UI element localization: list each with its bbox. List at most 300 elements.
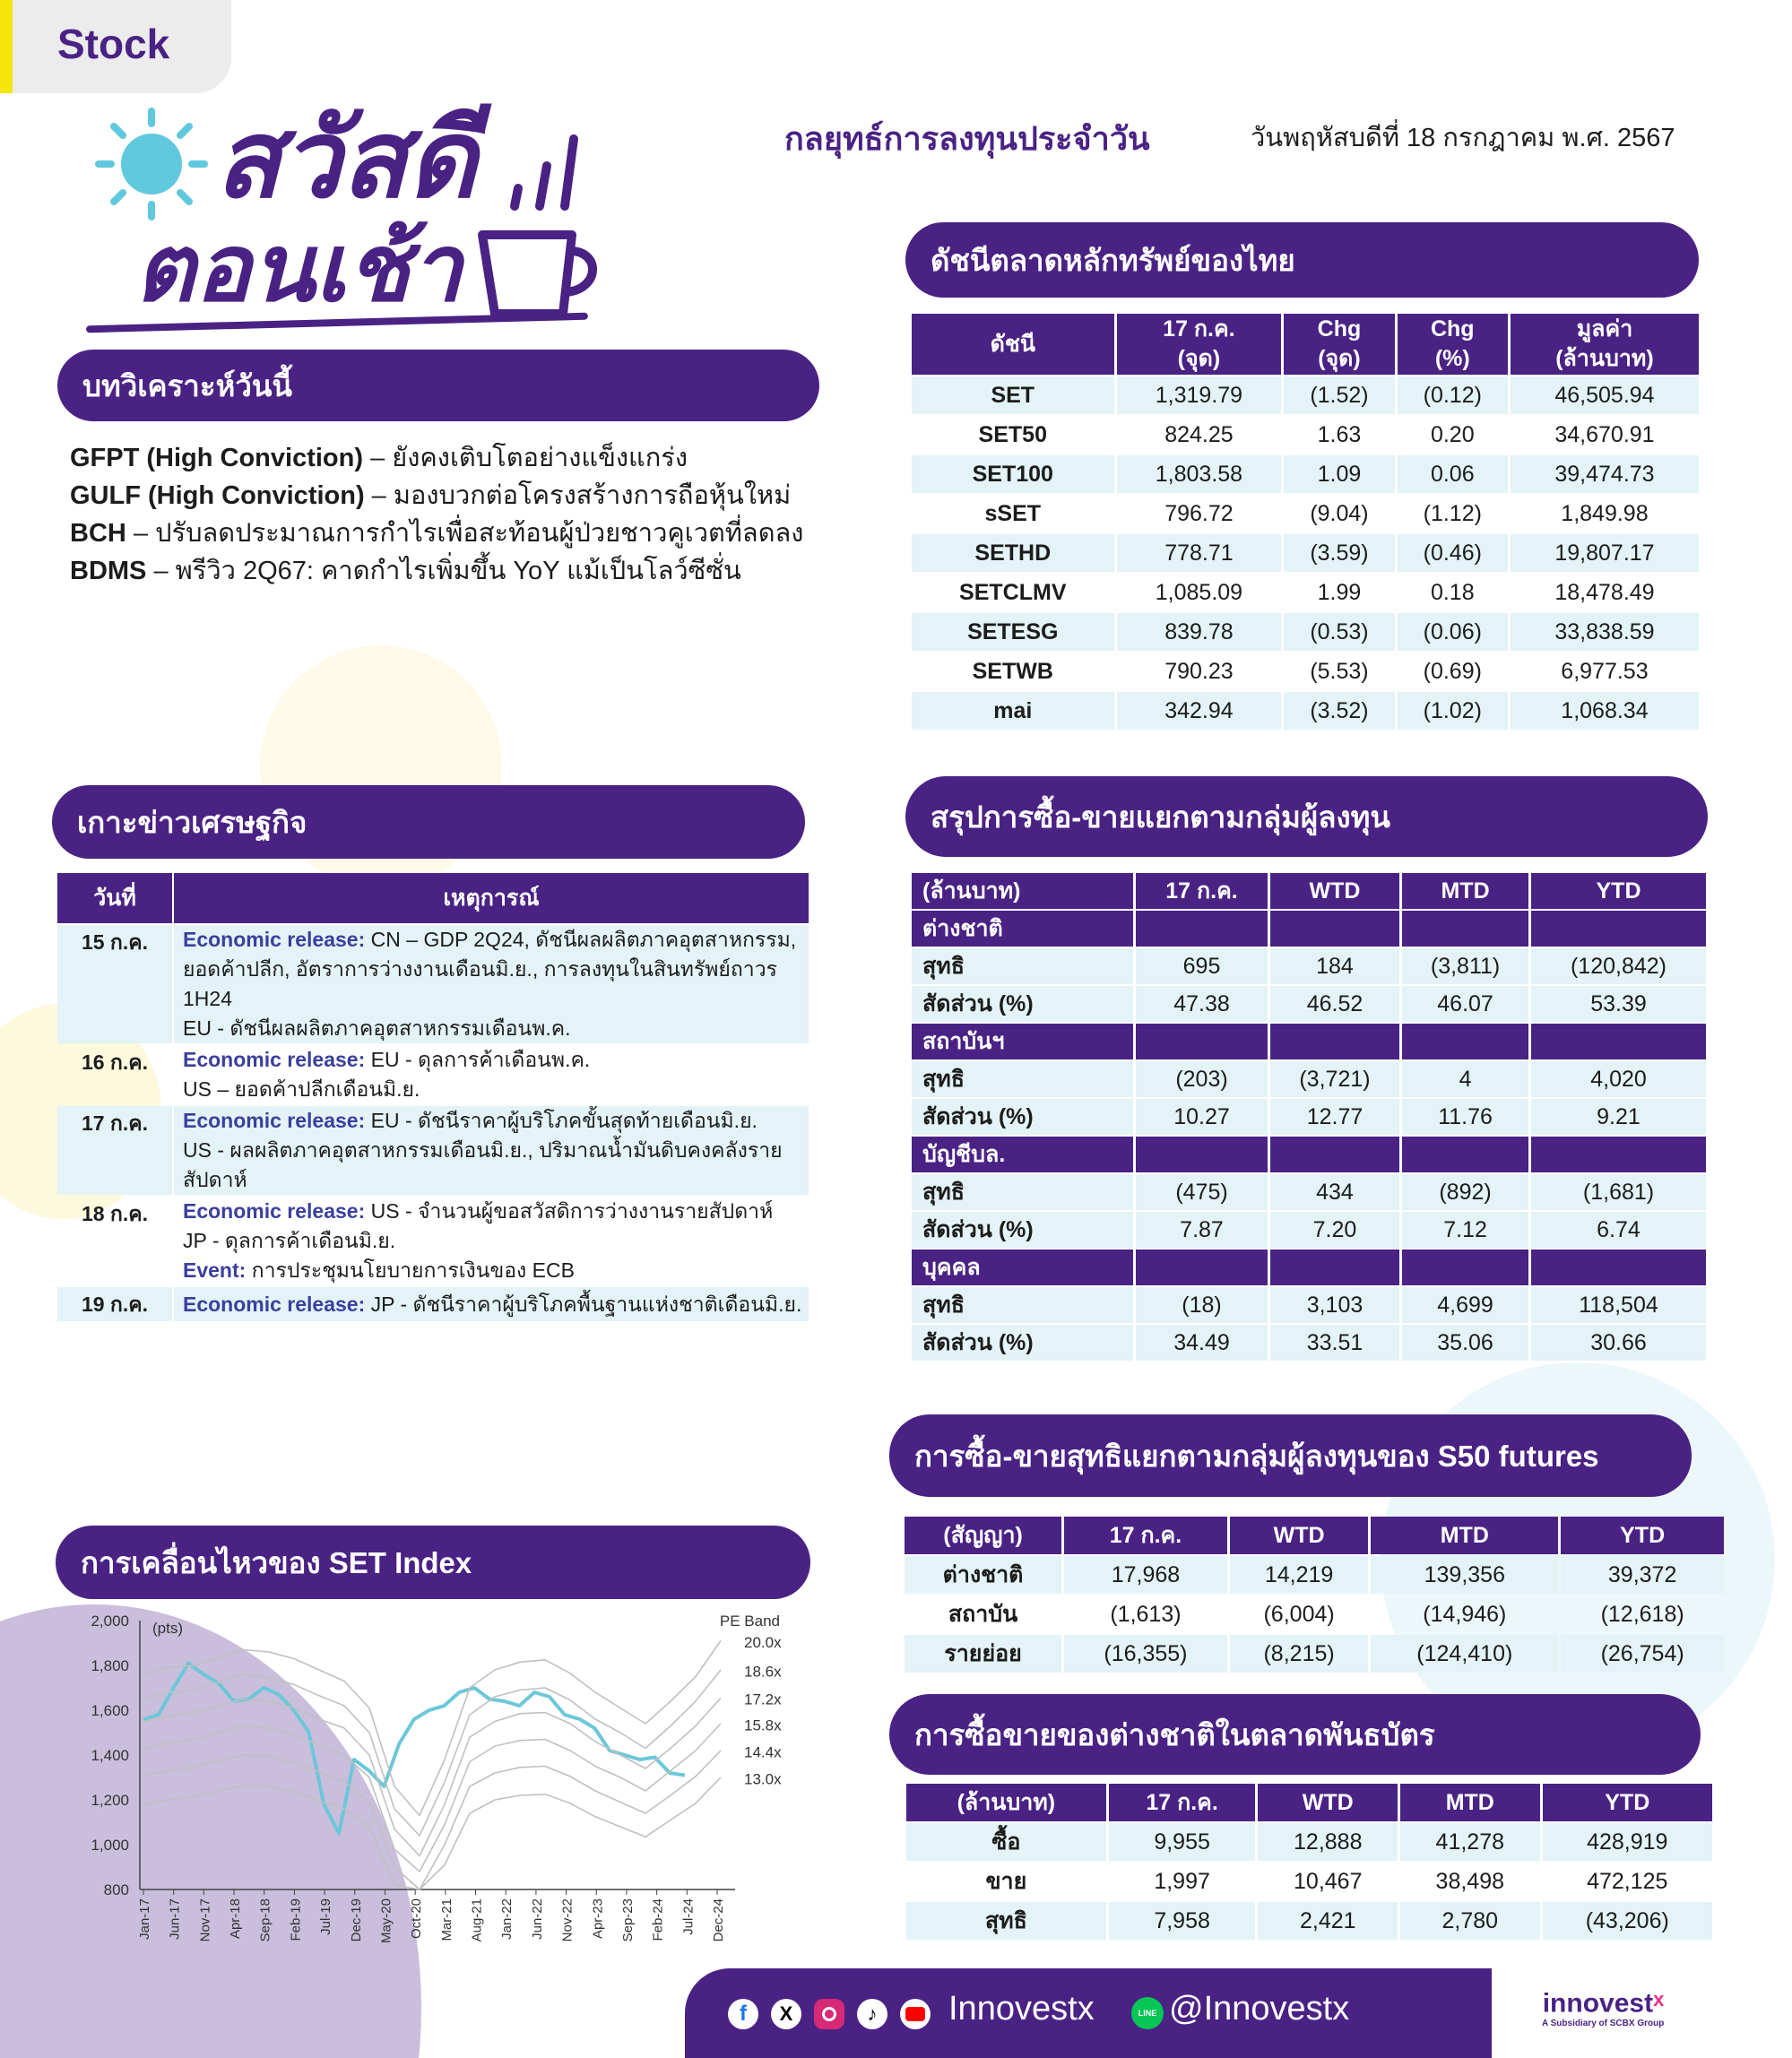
event-line	[183, 1045, 809, 1075]
row-label: ซื้อ	[906, 1823, 1106, 1861]
table-cell: 7.87	[1136, 1212, 1268, 1248]
table-cell: 3,103	[1270, 1287, 1399, 1323]
table-cell: (1,613)	[1110, 1601, 1182, 1627]
report-date: วันพฤหัสบดีที่ 18 กรกฎาคม พ.ศ. 2567	[1251, 124, 1675, 152]
y-tick-label: 1,400	[91, 1747, 129, 1764]
table-row	[912, 1325, 1706, 1361]
event-date: 16 ก.ค.	[81, 1051, 149, 1074]
table-cell: 10.27	[1136, 1099, 1268, 1135]
table-row	[57, 1197, 809, 1285]
col-header: YTD	[1531, 873, 1706, 909]
group-row	[912, 1024, 1706, 1059]
table-cell: 30.66	[1531, 1325, 1706, 1361]
group-spacer	[1136, 1024, 1268, 1059]
set-index-chart	[54, 1603, 807, 1961]
x-tick-label: Jan-22	[499, 1898, 515, 1940]
pe-band-line	[143, 1724, 721, 1872]
index-name: SET	[912, 376, 1114, 414]
index-name: SET50	[978, 421, 1047, 447]
table-cell: 428,919	[1543, 1823, 1712, 1861]
sun-icon	[93, 106, 210, 222]
table-cell: 9.21	[1531, 1099, 1706, 1135]
table-row	[912, 1287, 1706, 1323]
table-cell: 7.12	[1402, 1212, 1528, 1248]
table-cell: (12,618)	[1600, 1601, 1684, 1627]
bond-section-title: การซื้อขายของต่างชาติในตลาดพันธบัตร	[889, 1694, 1701, 1775]
y-tick-label: 800	[103, 1881, 129, 1898]
x-tick-label: Dec-19	[348, 1898, 364, 1942]
table-row	[912, 1212, 1706, 1248]
group-spacer	[1402, 911, 1528, 947]
event-date: 18 ก.ค.	[81, 1202, 149, 1225]
table-cell: 778.71	[1117, 534, 1282, 572]
group-spacer	[1270, 1137, 1399, 1172]
event-text	[174, 1287, 809, 1321]
table-cell: 1.09	[1284, 455, 1394, 493]
youtube-icon[interactable]	[900, 1999, 931, 2029]
stock-tag-label: Stock	[57, 21, 170, 67]
greeting-line1: สวัสดี	[215, 99, 477, 220]
table-cell: (0.46)	[1398, 534, 1508, 572]
col-header: WTD	[1258, 1784, 1398, 1821]
x-tick-label: Aug-21	[469, 1898, 485, 1942]
col-header: WTD	[1230, 1517, 1369, 1554]
table-cell: 9,955	[1109, 1823, 1256, 1861]
table-cell: 46,505.94	[1511, 376, 1699, 414]
y-tick-label: 1,800	[91, 1657, 129, 1674]
x-twitter-icon[interactable]: X	[771, 1999, 801, 2029]
chart-section-title: การเคลื่อนไหวของ SET Index	[56, 1526, 810, 1599]
table-cell: (0.12)	[1398, 376, 1508, 414]
event-label: Economic release:	[183, 1048, 366, 1071]
col-header: (ล้านบาท)	[912, 873, 1133, 909]
col-header: เหตุการณ์	[174, 873, 809, 923]
brand-wordmark: innovest	[1542, 1988, 1654, 2019]
group-name: สถาบันฯ	[912, 1024, 1133, 1059]
col-header: (สัญญา)	[905, 1517, 1061, 1554]
line-icon[interactable]: LINE	[1131, 1997, 1164, 2029]
pe-band-label: 15.8x	[744, 1716, 782, 1734]
row-label: ต่างชาติ	[905, 1556, 1061, 1594]
col-header: (ล้านบาท)	[906, 1784, 1106, 1821]
table-cell: 0.18	[1430, 579, 1475, 605]
stock-tag	[0, 0, 231, 93]
event-line	[183, 1290, 809, 1319]
event-line	[183, 1226, 809, 1256]
table-cell: 0.06	[1398, 455, 1508, 493]
x-tick-label: Apr-18	[228, 1898, 244, 1940]
table-cell: (0.53)	[1284, 613, 1394, 651]
group-name: บัญชีบล.	[912, 1137, 1133, 1172]
x-tick-label: Oct-20	[409, 1898, 425, 1940]
group-spacer	[1136, 911, 1268, 947]
group-spacer	[1402, 1250, 1528, 1285]
table-cell: 38,498	[1435, 1868, 1505, 1894]
footer-handle-social[interactable]: Innovestx	[948, 1990, 1095, 2028]
event-text	[174, 925, 809, 1043]
table-cell: (1.12)	[1423, 500, 1482, 526]
table-row	[57, 1287, 809, 1321]
table-cell: (1,681)	[1531, 1174, 1706, 1210]
table-row	[905, 1595, 1724, 1633]
index-name: SETESG	[912, 613, 1114, 651]
col-header: 17 ก.ค.	[1136, 873, 1268, 909]
x-tick-label: Nov-17	[197, 1898, 213, 1942]
index-name: mai	[912, 692, 1114, 730]
set-index-table	[909, 312, 1701, 731]
group-name: ต่างชาติ	[912, 911, 1133, 947]
table-cell: (892)	[1402, 1174, 1528, 1210]
table-cell: 14,219	[1230, 1556, 1369, 1594]
table-cell: 33,838.59	[1511, 613, 1699, 651]
table-cell: 41,278	[1400, 1823, 1540, 1861]
footer-handle-line[interactable]: @Innovestx	[1169, 1990, 1350, 2028]
table-cell: 695	[1136, 948, 1268, 984]
event-desc: ยอดค้าปลีก, อัตราการว่างงานเดือนมิ.ย., การลงทุนในสินทรัพย์ถาวร	[183, 957, 777, 981]
table-cell: 824.25	[1164, 421, 1234, 447]
table-cell: 1.99	[1317, 579, 1362, 605]
set-index-line	[143, 1664, 685, 1834]
table-cell: 4	[1402, 1061, 1528, 1097]
event-desc: US - ผลผลิตภาคอุตสาหกรรมเดือนมิ.ย., ปริมาณน้ำมันดิบคงคลังราย	[183, 1138, 783, 1162]
table-cell: (5.53)	[1310, 658, 1369, 684]
table-cell: 118,504	[1531, 1287, 1706, 1323]
table-cell: (9.04)	[1310, 500, 1369, 526]
table-cell: (14,946)	[1423, 1601, 1507, 1627]
col-header: Chg (จุด)	[1284, 314, 1394, 375]
group-spacer	[1136, 1250, 1268, 1285]
table-cell: 434	[1270, 1174, 1399, 1210]
row-label: สุทธิ	[912, 948, 1133, 984]
strategy-title: กลยุทธ์การลงทุนประจำวัน	[784, 120, 1150, 157]
y-tick-label: 1,000	[91, 1837, 129, 1854]
x-tick-label: Jul-24	[680, 1898, 697, 1935]
table-cell: (3,811)	[1402, 948, 1528, 984]
table-row	[906, 1823, 1712, 1861]
group-spacer	[1270, 1250, 1399, 1285]
table-cell: 46.52	[1270, 986, 1399, 1022]
index-name: SETWB	[972, 658, 1053, 684]
table-cell: 139,356	[1371, 1556, 1558, 1594]
table-row	[912, 653, 1699, 690]
table-cell: (6,004)	[1263, 1601, 1335, 1627]
event-desc: US - จำนวนผู้ขอสวัสดิการว่างงานรายสัปดาห์	[365, 1199, 774, 1223]
x-tick-label: Apr-23	[590, 1898, 606, 1940]
event-line	[183, 925, 809, 955]
y-tick-label: 1,600	[91, 1702, 129, 1719]
event-desc: EU - ดุลการค้าเดือนพ.ค.	[365, 1048, 591, 1071]
event-line	[183, 1256, 809, 1285]
analysis-item: GFPT (High Conviction) – ยังคงเติบโตอย่างแข็งแกร่ง	[70, 444, 688, 472]
pe-band-line	[143, 1641, 721, 1816]
facebook-icon[interactable]: f	[728, 1999, 758, 2029]
table-row	[912, 1099, 1706, 1135]
event-desc: US – ยอดค้าปลีกเดือนมิ.ย.	[183, 1077, 420, 1101]
x-tick-label: Sep-18	[257, 1898, 273, 1942]
event-date: 17 ก.ค.	[57, 1106, 172, 1195]
table-cell: 53.39	[1531, 986, 1706, 1022]
row-label: สุทธิ	[906, 1902, 1106, 1940]
group-name: บุคคล	[912, 1250, 1133, 1285]
col-header: WTD	[1270, 873, 1399, 909]
group-spacer	[1531, 1137, 1706, 1172]
brand-subtitle: A Subsidiary of SCBX Group	[1542, 2019, 1665, 2029]
table-cell: (203)	[1136, 1061, 1268, 1097]
table-row	[912, 986, 1706, 1022]
table-cell: (120,842)	[1531, 948, 1706, 984]
table-cell: 472,125	[1587, 1868, 1668, 1894]
greeting-line2: ตอนเช้า	[134, 217, 463, 321]
group-spacer	[1270, 911, 1399, 947]
x-tick-label: Dec-24	[711, 1898, 726, 1942]
table-cell: 12.77	[1270, 1099, 1399, 1135]
table-cell: 2,421	[1258, 1902, 1398, 1940]
event-label: Economic release:	[183, 928, 366, 951]
event-line	[183, 1014, 809, 1043]
x-tick-label: Mar-21	[438, 1898, 454, 1941]
table-cell: (3.59)	[1284, 534, 1394, 572]
row-label: สถาบัน	[948, 1602, 1018, 1627]
table-cell: 34.49	[1136, 1325, 1268, 1361]
row-label: รายย่อย	[905, 1635, 1061, 1673]
table-cell: 33.51	[1270, 1325, 1399, 1361]
col-header: 17 ก.ค.	[1109, 1784, 1256, 1821]
brand-logo	[1542, 1988, 1664, 2028]
table-row	[912, 613, 1699, 651]
table-cell: (3,721)	[1270, 1061, 1399, 1097]
col-header: YTD	[1561, 1517, 1724, 1554]
event-date: 19 ก.ค.	[57, 1287, 172, 1321]
analysis-item: GULF (High Conviction) – มองบวกต่อโครงสร้างการถือหุ้นใหม่	[70, 481, 792, 510]
table-cell: (1.02)	[1398, 692, 1508, 730]
table-row	[912, 692, 1699, 730]
pe-band-title: PE Band	[719, 1613, 780, 1630]
table-cell: (475)	[1136, 1174, 1268, 1210]
table-row	[912, 495, 1699, 532]
table-row	[912, 534, 1699, 572]
table-row	[906, 1863, 1712, 1900]
table-cell: (3.52)	[1284, 692, 1394, 730]
event-date: 15 ก.ค.	[57, 925, 172, 1043]
group-spacer	[1531, 1024, 1706, 1059]
table-cell: 2,780	[1400, 1902, 1540, 1940]
event-desc: การประชุมนโยบายการเงินของ ECB	[246, 1258, 575, 1282]
table-cell: 1,085.09	[1155, 579, 1243, 605]
table-cell: 1,068.34	[1511, 692, 1699, 730]
group-row	[912, 1137, 1706, 1172]
event-label: Economic release:	[183, 1199, 366, 1223]
group-spacer	[1402, 1137, 1528, 1172]
table-cell: (18)	[1136, 1287, 1268, 1323]
futures-section-title: การซื้อ-ขายสุทธิแยกตามกลุ่มผู้ลงทุนของ S50 futures	[889, 1414, 1692, 1497]
table-row	[57, 1045, 809, 1104]
econ-section-title: เกาะข่าวเศรษฐกิจ	[52, 785, 805, 859]
col-header: 17 ก.ค. (จุด)	[1117, 314, 1282, 375]
event-desc: CN – GDP 2Q24, ดัชนีผลผลิตภาคอุตสาหกรรม,	[365, 928, 797, 951]
event-desc: 1H24	[183, 987, 232, 1010]
pe-band-line	[143, 1751, 721, 1889]
table-cell: 790.23	[1164, 658, 1234, 684]
table-cell: 7,958	[1109, 1902, 1256, 1940]
table-row	[905, 1556, 1724, 1594]
table-cell: 839.78	[1117, 613, 1282, 651]
pe-band-line	[143, 1777, 721, 1889]
table-cell: 19,807.17	[1511, 534, 1699, 572]
x-tick-label: Jun-22	[529, 1898, 545, 1940]
x-tick-label: Nov-22	[559, 1898, 576, 1942]
x-tick-label: Sep-23	[619, 1898, 636, 1942]
pe-band-label: 14.4x	[744, 1743, 782, 1761]
col-header: MTD	[1402, 873, 1528, 909]
table-cell: (124,410)	[1371, 1635, 1558, 1673]
brand-sup: x	[1653, 1988, 1665, 2010]
row-label: สัดส่วน (%)	[912, 1099, 1133, 1135]
col-header: YTD	[1543, 1784, 1712, 1821]
table-row	[905, 1635, 1724, 1673]
table-row	[912, 1061, 1706, 1097]
table-row	[57, 925, 809, 1043]
event-desc: EU - ดัชนีผลผลิตภาคอุตสาหกรรมเดือนพ.ค.	[183, 1016, 571, 1040]
event-line	[183, 1106, 809, 1136]
table-cell: 35.06	[1402, 1325, 1528, 1361]
table-row	[912, 574, 1699, 611]
table-cell: 4,699	[1402, 1287, 1528, 1323]
table-cell: (43,206)	[1543, 1902, 1712, 1940]
event-desc: สัปดาห์	[183, 1168, 247, 1191]
table-cell: 12,888	[1258, 1823, 1398, 1861]
event-label: Event:	[183, 1258, 247, 1282]
table-cell: 4,020	[1531, 1061, 1706, 1097]
table-cell: (8,215)	[1230, 1635, 1369, 1673]
table-cell: 7.20	[1270, 1212, 1399, 1248]
table-cell: 10,467	[1294, 1868, 1363, 1894]
event-line	[183, 1136, 809, 1165]
table-cell: 47.38	[1136, 986, 1268, 1022]
group-spacer	[1531, 1250, 1706, 1285]
table-cell: (0.69)	[1423, 658, 1482, 684]
event-desc: JP - ดุลการค้าเดือนมิ.ย.	[183, 1229, 396, 1252]
tiktok-icon[interactable]: ♪	[857, 1999, 887, 2029]
x-tick-label: Jul-19	[318, 1898, 334, 1935]
pe-band-label: 17.2x	[744, 1690, 782, 1708]
index-name: SET100	[912, 455, 1114, 493]
table-row	[906, 1902, 1712, 1940]
row-label: สัดส่วน (%)	[912, 1325, 1133, 1361]
x-tick-label: Jun-17	[167, 1898, 183, 1940]
group-spacer	[1136, 1137, 1268, 1172]
table-cell: 18,478.49	[1554, 579, 1655, 605]
index-name: SETCLMV	[959, 579, 1067, 605]
event-line	[183, 1197, 809, 1226]
row-label: สัดส่วน (%)	[912, 1212, 1133, 1248]
table-row	[57, 1106, 809, 1195]
table-cell: 1,849.98	[1561, 500, 1649, 526]
group-spacer	[1270, 1024, 1399, 1059]
event-text	[174, 1106, 809, 1195]
event-label: Economic release:	[183, 1292, 366, 1316]
group-row	[912, 1250, 1706, 1285]
index-name: sSET	[984, 500, 1042, 526]
group-spacer	[1531, 911, 1706, 947]
table-row	[912, 376, 1699, 414]
row-label: สุทธิ	[912, 1061, 1133, 1097]
group-spacer	[1402, 1024, 1528, 1059]
analysis-item: BCH – ปรับลดประมาณการกำไรเพื่อสะท้อนผู้ป่วยชาวคูเวตที่ลดลง	[70, 519, 804, 548]
event-label: Economic release:	[183, 1109, 366, 1132]
table-cell: 1.63	[1317, 421, 1362, 447]
col-header: ดัชนี	[912, 314, 1114, 375]
event-text	[174, 1197, 809, 1285]
table-cell: 1,803.58	[1117, 455, 1282, 493]
table-cell: 796.72	[1164, 500, 1234, 526]
instagram-icon[interactable]	[814, 1999, 844, 2029]
table-row	[912, 455, 1699, 493]
table-cell: 6.74	[1531, 1212, 1706, 1248]
table-cell: 34,670.91	[1554, 421, 1655, 447]
investor-table	[909, 871, 1709, 1362]
col-header: MTD	[1400, 1784, 1540, 1821]
group-row	[912, 911, 1706, 947]
col-header: Chg (%)	[1398, 314, 1508, 375]
table-cell: (26,754)	[1561, 1635, 1724, 1673]
analysis-list	[70, 439, 803, 590]
pe-band-label: 20.0x	[744, 1633, 782, 1651]
table-cell: 39,474.73	[1511, 455, 1699, 493]
table-cell: 184	[1270, 948, 1399, 984]
event-text	[174, 1045, 809, 1104]
table-cell: 11.76	[1402, 1099, 1528, 1135]
bond-table	[904, 1782, 1715, 1941]
index-name: SETHD	[912, 534, 1114, 572]
event-line	[183, 984, 809, 1014]
table-cell: 342.94	[1117, 692, 1282, 730]
row-label: สุทธิ	[912, 1174, 1133, 1210]
event-line	[183, 955, 809, 984]
event-desc: JP - ดัชนีราคาผู้บริโภคพื้นฐานแห่งชาติเดือนมิ.ย.	[365, 1292, 802, 1316]
table-cell: 17,968	[1064, 1556, 1227, 1594]
row-label: สุทธิ	[912, 1287, 1133, 1323]
col-header: มูลค่า (ล้านบาท)	[1511, 314, 1699, 375]
table-row	[912, 416, 1699, 454]
analysis-section-title: บทวิเคราะห์วันนี้	[57, 350, 819, 421]
econ-table	[56, 871, 810, 1323]
x-tick-label: May-20	[378, 1898, 394, 1944]
x-tick-label: Feb-19	[288, 1898, 304, 1941]
y-tick-label: 2,000	[91, 1613, 129, 1630]
table-cell: (16,355)	[1064, 1635, 1227, 1673]
investor-section-title: สรุปการซื้อ-ขายแยกตามกลุ่มผู้ลงทุน	[905, 776, 1708, 857]
table-cell: (1.52)	[1284, 376, 1394, 414]
table-row	[912, 1174, 1706, 1210]
steam-icon	[502, 125, 583, 215]
footer-bar	[685, 1968, 1492, 2058]
event-line	[183, 1165, 809, 1195]
col-header: 17 ก.ค.	[1064, 1517, 1227, 1554]
futures-table	[902, 1515, 1727, 1674]
table-cell: 46.07	[1402, 986, 1528, 1022]
table-cell: 1,997	[1154, 1868, 1210, 1894]
table-row	[912, 948, 1706, 984]
col-header: วันที่	[57, 873, 172, 923]
row-label: ขาย	[985, 1869, 1027, 1894]
event-desc: EU - ดัชนีราคาผู้บริโภคขั้นสุดท้ายเดือนมิ.ย.	[365, 1109, 757, 1132]
event-line	[183, 1075, 809, 1104]
x-tick-label: Feb-24	[650, 1898, 666, 1941]
table-cell: 0.20	[1430, 421, 1475, 447]
row-label: สัดส่วน (%)	[912, 986, 1133, 1022]
table-cell: (0.06)	[1398, 613, 1508, 651]
table-cell: 39,372	[1561, 1556, 1724, 1594]
